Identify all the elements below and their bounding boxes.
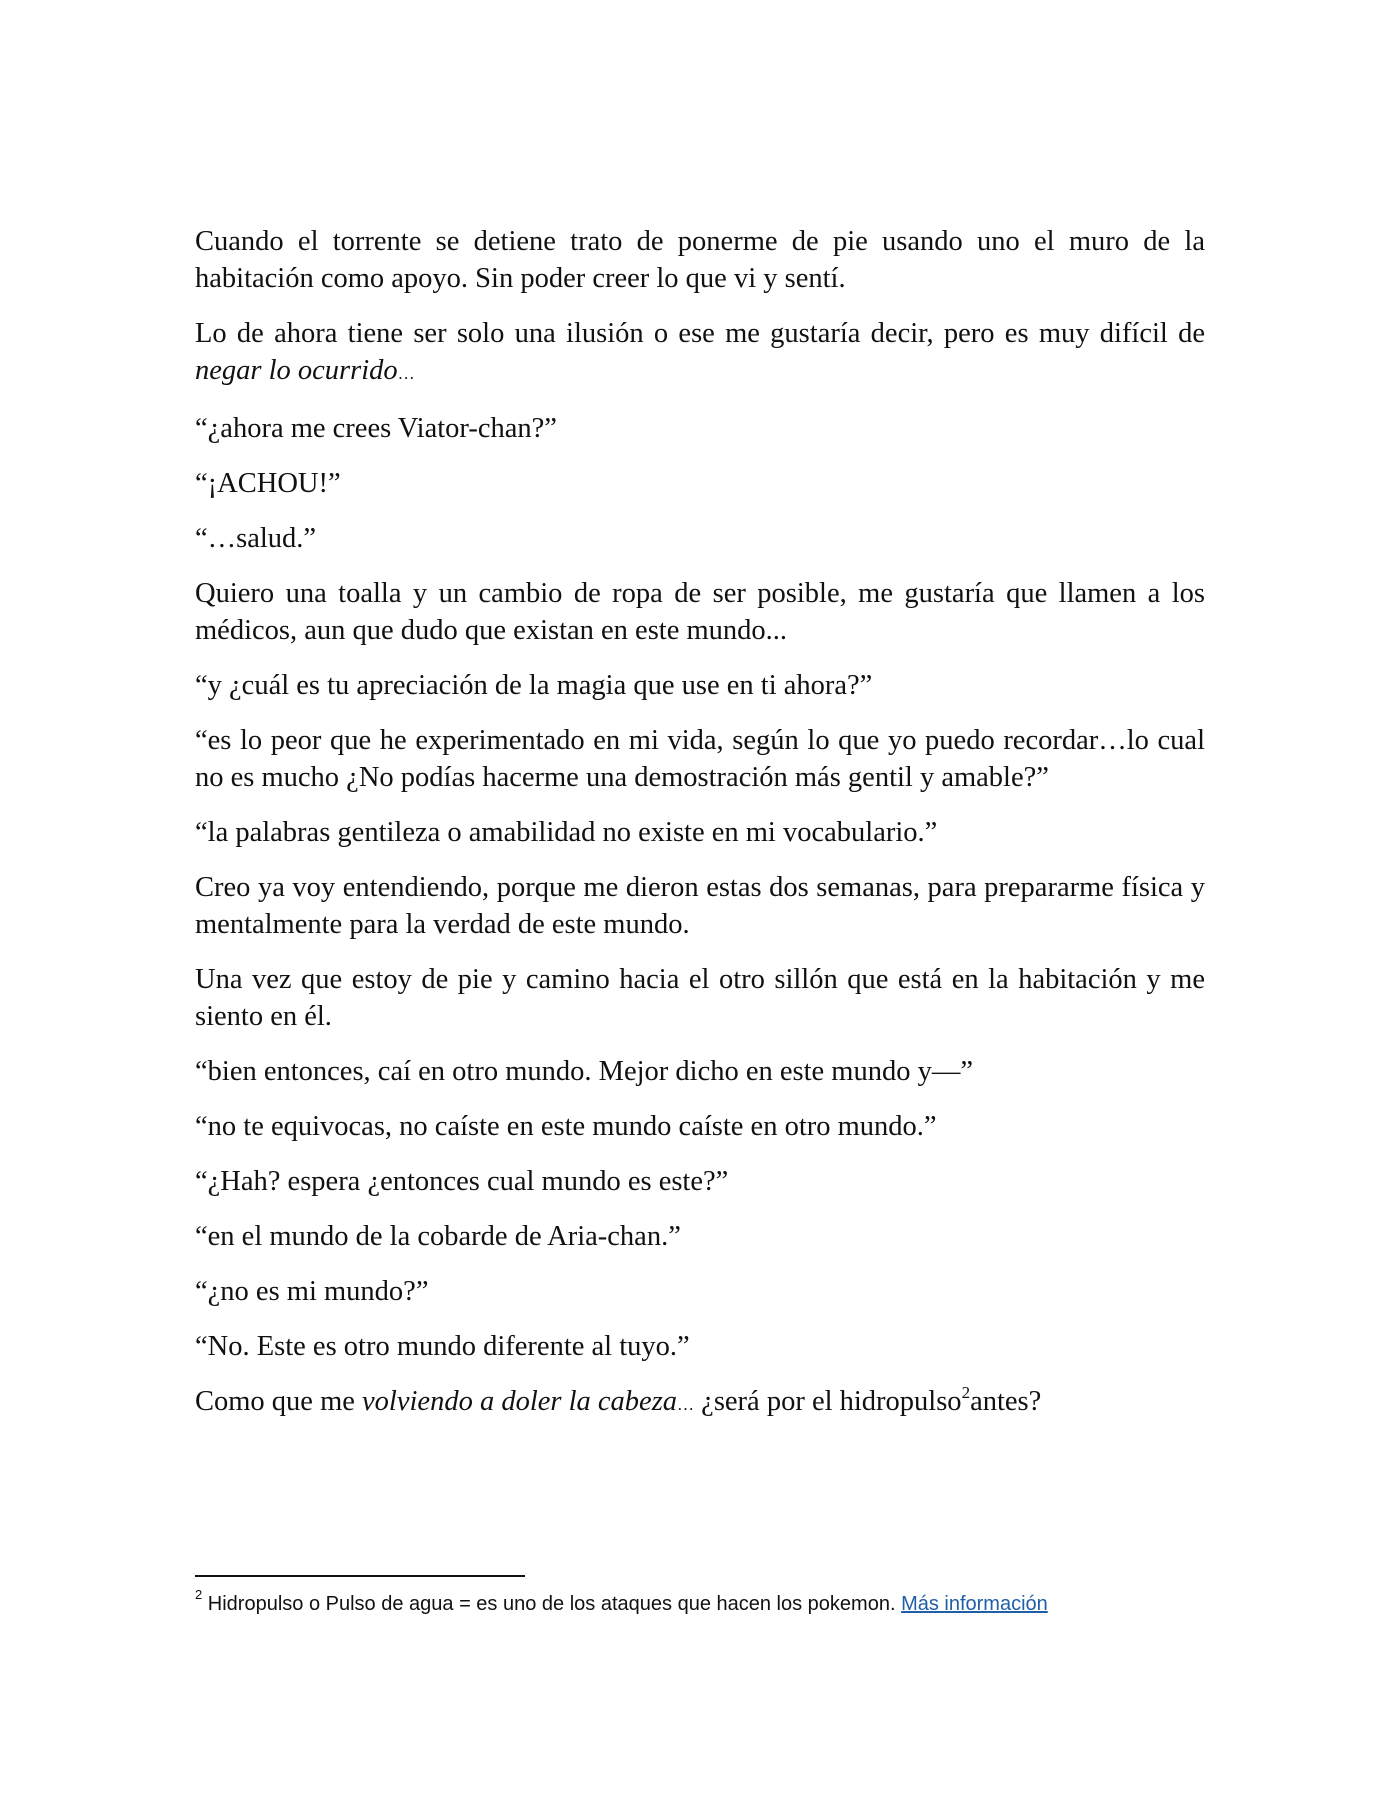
paragraph: Quiero una toalla y un cambio de ropa de ser posible, me gustaría que llamen a los médicos, aun que dudo que existan en este mundo... bbox=[195, 578, 1205, 646]
dialogue-line: “en el mundo de la cobarde de Aria-chan.” bbox=[195, 1221, 681, 1252]
dialogue-line: “No. Este es otro mundo diferente al tuyo.” bbox=[195, 1331, 690, 1362]
dialogue-line: “y ¿cuál es tu apreciación de la magia que use en ti ahora?” bbox=[195, 670, 873, 701]
last-tail: antes? bbox=[970, 1386, 1042, 1417]
dialogue-line: “¿ahora me crees Viator-chan?” bbox=[195, 413, 557, 444]
paragraph-2 bbox=[195, 315, 1205, 392]
last-paragraph bbox=[195, 1383, 1205, 1423]
paragraph-2-text: Lo de ahora tiene ser solo una ilusión o ese me gustaría decir, pero es muy difícil de bbox=[195, 318, 1205, 349]
italic-phrase: volviendo a doler la cabeza bbox=[362, 1386, 678, 1417]
document-body bbox=[195, 223, 1205, 1441]
last-post: ¿será por el hidropulso bbox=[694, 1386, 962, 1417]
dialogue-line: “¡ACHOU!” bbox=[195, 468, 341, 499]
more-info-link[interactable]: Más información bbox=[901, 1593, 1048, 1615]
ellipsis: … bbox=[397, 364, 415, 383]
paragraph: Creo ya voy entendiendo, porque me dieron estas dos semanas, para prepararme física y mentalmente para la verdad de este mundo. bbox=[195, 872, 1205, 940]
footnote-separator bbox=[195, 1575, 525, 1577]
dialogue-line: “¿Hah? espera ¿entonces cual mundo es este?” bbox=[195, 1166, 729, 1197]
paragraph-1: Cuando el torrente se detiene trato de ponerme de pie usando uno el muro de la habitación como apoyo. Sin poder creer lo que vi y sentí. bbox=[195, 226, 1205, 294]
dialogue-line: “la palabras gentileza o amabilidad no existe en mi vocabulario.” bbox=[195, 817, 938, 848]
paragraph: Una vez que estoy de pie y camino hacia el otro sillón que está en la habitación y me siento en él. bbox=[195, 964, 1205, 1032]
dialogue-line: “bien entonces, caí en otro mundo. Mejor dicho en este mundo y—” bbox=[195, 1056, 973, 1087]
italic-phrase: negar lo ocurrido bbox=[195, 355, 398, 386]
ellipsis: … bbox=[677, 1395, 695, 1414]
last-pre: Como que me bbox=[195, 1386, 363, 1417]
dialogue-line: “…salud.” bbox=[195, 523, 317, 554]
dialogue-line: “¿no es mi mundo?” bbox=[195, 1276, 429, 1307]
footnote-reference[interactable]: 2 bbox=[961, 1382, 971, 1402]
footnote bbox=[195, 1587, 1205, 1618]
dialogue-line: “es lo peor que he experimentado en mi vida, según lo que yo puedo recordar…lo cual no es mucho ¿No podías hacerme una demostración más gentil y amable?” bbox=[195, 725, 1205, 793]
footnote-number: 2 bbox=[195, 1587, 203, 1603]
footnote-text: Hidropulso o Pulso de agua = es uno de los ataques que hacen los pokemon. bbox=[202, 1593, 902, 1615]
dialogue-line: “no te equivocas, no caíste en este mundo caíste en otro mundo.” bbox=[195, 1111, 937, 1142]
